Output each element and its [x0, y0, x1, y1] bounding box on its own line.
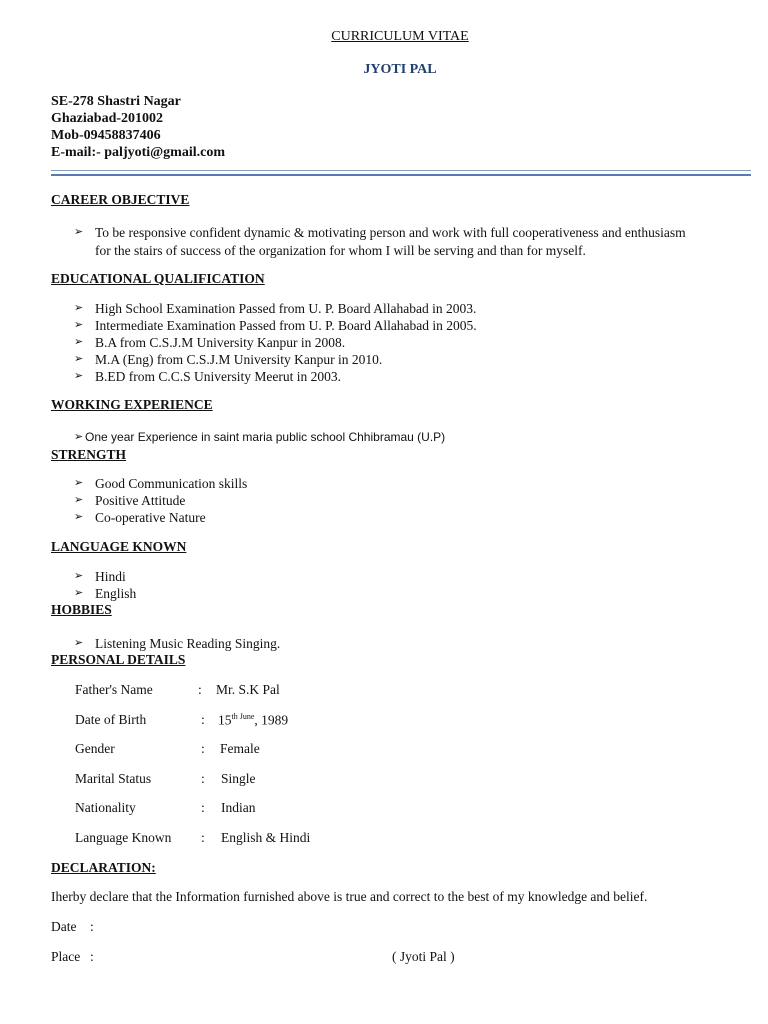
phone-line: Mob-09458837406 — [51, 128, 161, 143]
date-colon: : — [90, 919, 94, 934]
education-item: B.ED from C.C.S University Meerut in 2003. — [95, 369, 341, 384]
personal-colon: : — [198, 682, 202, 697]
personal-label: Marital Status — [75, 771, 152, 786]
bullet-arrow-icon: ➢ — [74, 370, 84, 382]
strength-item: Co-operative Nature — [95, 510, 206, 525]
personal-label: Gender — [75, 741, 115, 756]
divider-rule — [51, 170, 751, 171]
education-item: Intermediate Examination Passed from U. P. Board Allahabad in 2005. — [95, 318, 477, 333]
personal-value — [218, 712, 288, 729]
personal-value: Indian — [221, 800, 256, 815]
career-objective-line1: To be responsive confident dynamic & motivating person and work with full cooperativeness and enthusiasm — [95, 225, 686, 240]
personal-value: English & Hindi — [221, 830, 311, 845]
personal-label: Father's Name — [75, 682, 153, 697]
divider-rule — [51, 174, 751, 176]
candidate-name: JYOTI PAL — [363, 62, 437, 77]
section-heading-language: LANGUAGE KNOWN — [51, 539, 187, 554]
section-heading-career: CAREER OBJECTIVE — [51, 192, 190, 207]
dob-year: , 1989 — [254, 712, 289, 728]
personal-colon: : — [201, 771, 205, 786]
language-item: Hindi — [95, 569, 126, 584]
dob-day: 15 — [218, 712, 232, 728]
section-heading-hobbies: HOBBIES — [51, 602, 112, 617]
bullet-arrow-icon: ➢ — [74, 570, 84, 582]
place-colon: : — [90, 949, 94, 964]
date-label: Date — [51, 919, 77, 934]
strength-item: Good Communication skills — [95, 476, 248, 491]
education-item: M.A (Eng) from C.S.J.M University Kanpur in 2010. — [95, 352, 383, 367]
bullet-arrow-icon: ➢ — [74, 477, 84, 489]
education-item: High School Examination Passed from U. P. Board Allahabad in 2003. — [95, 301, 477, 316]
address-line: SE-278 Shastri Nagar — [51, 94, 181, 109]
personal-value: Single — [221, 771, 256, 786]
declaration-text: Iherby declare that the Information furnished above is true and correct to the best of my knowledge and belief. — [51, 889, 648, 904]
personal-value: Female — [220, 741, 260, 756]
bullet-arrow-icon: ➢ — [74, 587, 84, 599]
email-line: E-mail:- paljyoti@gmail.com — [51, 145, 225, 160]
section-heading-declaration: DECLARATION: — [51, 860, 156, 875]
bullet-arrow-icon: ➢ — [74, 511, 84, 523]
bullet-arrow-icon: ➢ — [74, 302, 84, 314]
bullet-arrow-icon: ➢ — [74, 353, 84, 365]
dob-month: th June — [231, 712, 255, 721]
personal-label: Nationality — [75, 800, 136, 815]
personal-colon: : — [201, 741, 205, 756]
education-item: B.A from C.S.J.M University Kanpur in 2008. — [95, 335, 346, 350]
place-label: Place — [51, 949, 81, 964]
bullet-arrow-icon: ➢ — [74, 319, 84, 331]
personal-value: Mr. S.K Pal — [216, 682, 280, 697]
bullet-arrow-icon: ➢ — [74, 431, 84, 443]
bullet-arrow-icon: ➢ — [74, 226, 84, 238]
strength-item: Positive Attitude — [95, 493, 186, 508]
bullet-arrow-icon: ➢ — [74, 637, 84, 649]
bullet-arrow-icon: ➢ — [74, 336, 84, 348]
personal-colon: : — [201, 830, 205, 845]
personal-colon: : — [201, 800, 205, 815]
personal-label: Date of Birth — [75, 712, 147, 727]
signature: ( Jyoti Pal ) — [392, 949, 455, 964]
bullet-arrow-icon: ➢ — [74, 494, 84, 506]
career-objective-line2: for the stairs of success of the organization for whom I will be serving and than for myself. — [95, 243, 586, 258]
section-heading-experience: WORKING EXPERIENCE — [51, 397, 213, 412]
address-line: Ghaziabad-201002 — [51, 111, 164, 126]
section-heading-strength: STRENGTH — [51, 447, 127, 462]
experience-item: One year Experience in saint maria public school Chhibramau (U.P) — [85, 430, 446, 444]
doc-title: CURRICULUM VITAE — [331, 29, 469, 44]
personal-label: Language Known — [75, 830, 172, 845]
hobby-item: Listening Music Reading Singing. — [95, 636, 281, 651]
language-item: English — [95, 586, 137, 601]
personal-colon: : — [201, 712, 205, 727]
section-heading-personal: PERSONAL DETAILS — [51, 652, 186, 667]
section-heading-education: EDUCATIONAL QUALIFICATION — [51, 271, 265, 286]
